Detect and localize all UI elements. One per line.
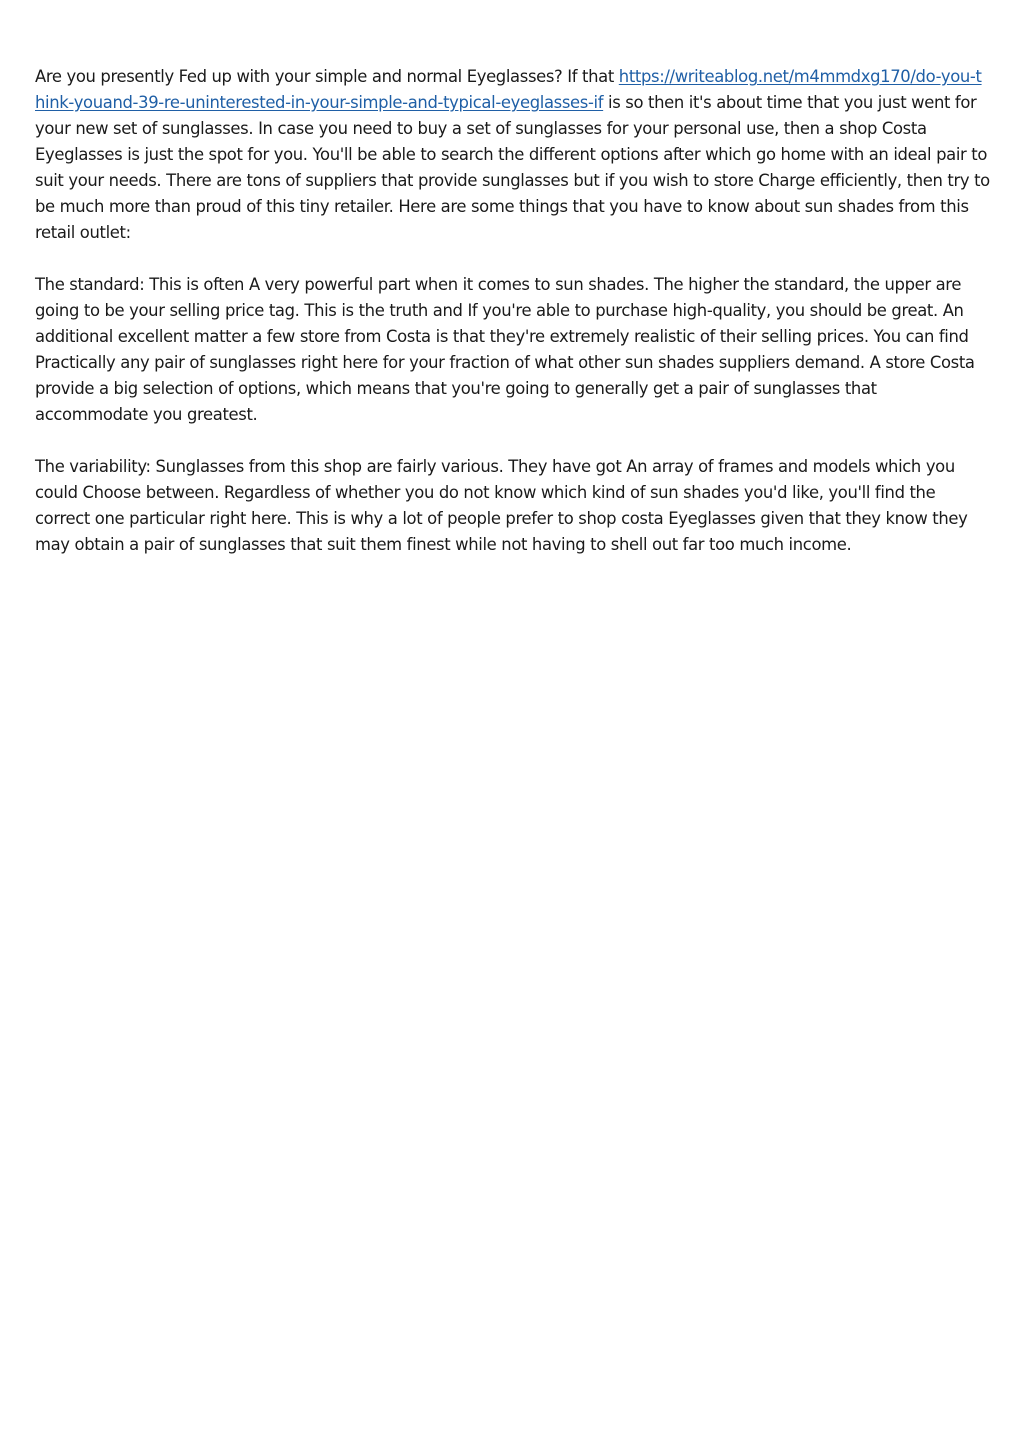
paragraph-variability: The variability: Sunglasses from this shop are fairly various. They have got An array of frames and models which you could Choose between. Regardless of whether you do not know which kind of sun shades you'd like, you'll find the correct one particular right here. This is why a lot of people prefer to shop costa Eyeglasses given that they know they may obtain a pair of sunglasses that suit them finest while not having to shell out far too much income. [35, 457, 968, 554]
article-link[interactable]: https://writeablog.net/m4mmdxg170/do-you-think-youand-39-re-uninterested-in-your-simple-and-typical-eyeglasses-if [35, 67, 982, 112]
paragraph-standard: The standard: This is often A very powerful part when it comes to sun shades. The higher the standard, the upper are going to be your selling price tag. This is the truth and If you're able to purchase high-quality, you should be great. An additional excellent matter a few store from Costa is that they're extremely realistic of their selling prices. You can find Practically any pair of sunglasses right here for your fraction of what other sun shades suppliers demand. A store Costa provide a big selection of options, which means that you're going to generally get a pair of sunglasses that accommodate you greatest. [35, 275, 975, 424]
paragraph-intro-lead: Are you presently Fed up with your simple and normal Eyeglasses? If that [35, 67, 619, 86]
paragraph-intro [35, 64, 991, 246]
paragraph-intro-tail: is so then it's about time that you just went for your new set of sunglasses. In case you need to buy a set of sunglasses for your personal use, then a shop Costa Eyeglasses is just the spot for you. You'll be able to search the different options after which go home with an ideal pair to suit your needs. There are tons of suppliers that provide sunglasses but if you wish to store Charge efficiently, then try to be much more than proud of this tiny retailer. Here are some things that you have to know about sun shades from this retail outlet: [35, 93, 990, 242]
document-body [35, 64, 991, 584]
